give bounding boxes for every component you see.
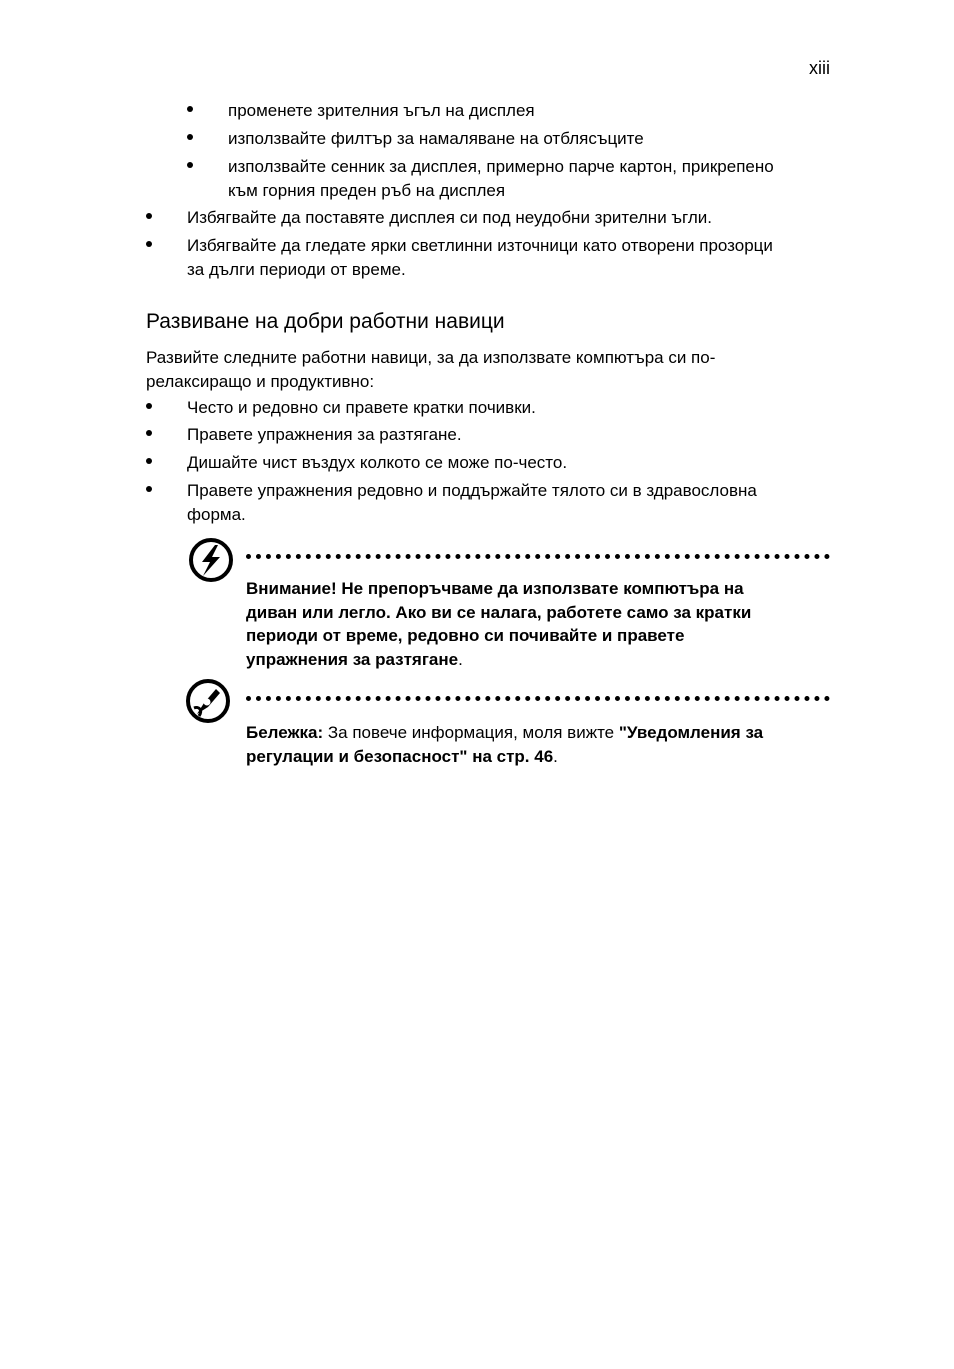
note-reference-link[interactable]: регулации и безопасност" на стр. 46 [246, 746, 554, 766]
bullet-dot [187, 134, 193, 140]
bullet-dot [187, 106, 193, 112]
sub-bullet-text: използвайте сенник за дисплея, примерно парче картон, прикрепено [228, 157, 774, 176]
warning-line: периоди от време, редовно си почивайте и правете [246, 626, 685, 645]
bullet-text: Правете упражнения редовно и поддържайте тялото си в здравословна [187, 481, 757, 500]
warning-text [246, 577, 830, 671]
bullet-text: Избягвайте да поставяте дисплея си под неудобни зрителни ъгли. [187, 208, 713, 227]
warning-line: Внимание! Не препоръчваме да използвате компютъра на [246, 579, 744, 598]
note-reference-link[interactable]: "Уведомления за [618, 723, 764, 742]
bullet-dot [146, 241, 152, 247]
sub-bullet-text: използвайте филтър за намаляване на отблясъците [228, 129, 644, 148]
bullet-dot [146, 213, 152, 219]
note-line-end: . [553, 746, 558, 766]
bullet-dot [146, 430, 152, 436]
bullet-text: Дишайте чист въздух колкото се може по-често. [187, 453, 568, 472]
bullet-dot [146, 403, 152, 409]
intro-paragraph: Развийте следните работни навици, за да използвате компютъра си по- [146, 348, 716, 367]
bullet-dot [146, 486, 152, 492]
note-line [246, 721, 830, 745]
warning-line [246, 648, 830, 672]
bullet-text: Правете упражнения за разтягане. [187, 425, 462, 444]
note-divider [246, 696, 830, 701]
bullet-text: Често и редовно си правете кратки почивки. [187, 398, 536, 417]
note-label: Бележка: [246, 723, 324, 742]
bullet-text: форма. [187, 505, 246, 524]
section-heading: Развиване на добри работни навици [146, 310, 505, 333]
note-text [246, 721, 830, 768]
bullet-dot [187, 162, 193, 168]
note-line [246, 745, 830, 769]
intro-paragraph: релаксиращо и продуктивно: [146, 372, 375, 391]
sub-bullet-text: променете зрителния ъгъл на дисплея [228, 101, 535, 120]
warning-line-bold: упражнения за разтягане [246, 649, 459, 669]
bullet-dot [146, 458, 152, 464]
warning-divider [246, 554, 830, 559]
bullet-text: за дълги периоди от време. [187, 260, 406, 279]
warning-line-end: . [458, 649, 463, 669]
warning-lightning-icon [188, 537, 234, 583]
bullet-text: Избягвайте да гледате ярки светлинни източници като отворени прозорци [187, 236, 773, 255]
sub-bullet-text: към горния преден ръб на дисплея [228, 181, 506, 200]
note-body: За повече информация, моля вижте [323, 723, 619, 742]
page-number: xiii [809, 58, 830, 78]
warning-line: диван или легло. Ако ви се налага, работете само за кратки [246, 602, 752, 622]
note-pen-icon [185, 678, 231, 724]
